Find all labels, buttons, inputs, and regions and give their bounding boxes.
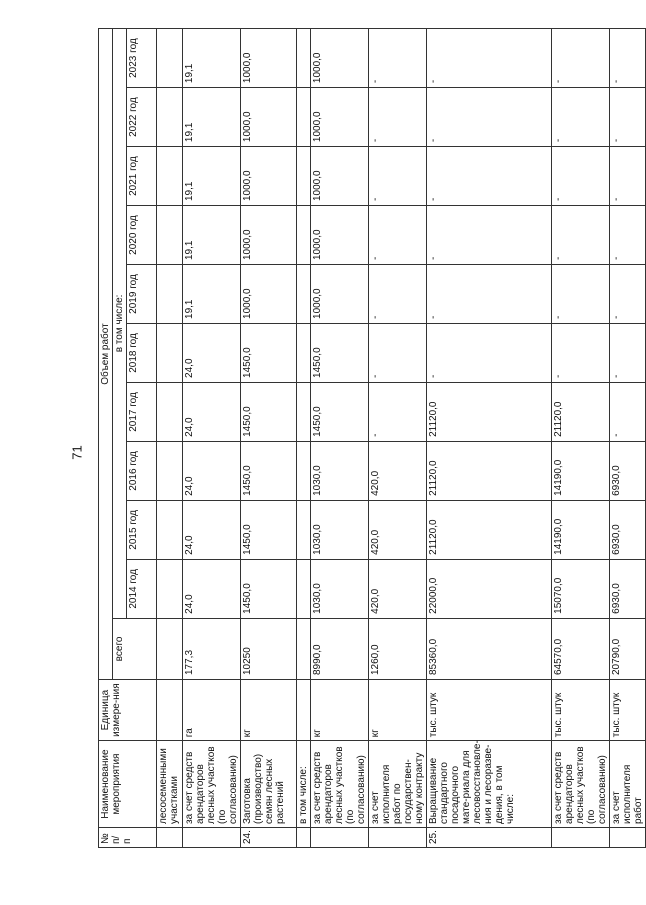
year-value-cell: 21120,0 (427, 441, 552, 500)
header-no: № п/п (99, 827, 157, 847)
row-number (183, 827, 241, 847)
header-year: 2015 год (127, 500, 157, 559)
year-value-cell (157, 147, 183, 206)
header-unit: Единица измере-ния (99, 680, 157, 741)
year-value-cell: - (369, 323, 427, 382)
year-value-cell: 1030,0 (311, 500, 369, 559)
row-number: 25. (427, 827, 552, 847)
year-value-cell (157, 500, 183, 559)
year-value-cell (297, 88, 311, 147)
year-value-cell: 1030,0 (311, 559, 369, 618)
year-value-cell: 22000,0 (427, 559, 552, 618)
activity-name: за счет исполнителя работ (610, 741, 646, 828)
page-number: 71 (69, 445, 85, 460)
year-value-cell (297, 559, 311, 618)
year-value-cell: 24,0 (183, 323, 241, 382)
total-cell (297, 618, 311, 679)
year-value-cell (297, 382, 311, 441)
year-value-cell: 1000,0 (241, 206, 297, 265)
table-row (552, 29, 610, 848)
header-incl: в том числе: (113, 29, 127, 619)
year-value-cell: - (552, 206, 610, 265)
row-number: 24. (241, 827, 297, 847)
year-value-cell: 1000,0 (241, 29, 297, 88)
total-cell: 10250 (241, 618, 297, 679)
header-year: 2021 год (127, 147, 157, 206)
row-number (552, 827, 610, 847)
row-number (369, 827, 427, 847)
unit-cell: тыс. штук (610, 680, 646, 741)
year-value-cell: - (610, 265, 646, 324)
unit-cell: кг (369, 680, 427, 741)
header-year: 2022 год (127, 88, 157, 147)
unit-cell (157, 680, 183, 741)
table-row (311, 29, 369, 848)
activity-name: за счет средств арендаторов лесных участков (по согласованию) (311, 741, 369, 828)
year-value-cell (297, 323, 311, 382)
year-value-cell (157, 29, 183, 88)
year-value-cell: 1000,0 (311, 88, 369, 147)
header-year: 2014 год (127, 559, 157, 618)
table-row (297, 29, 311, 848)
year-value-cell: - (610, 382, 646, 441)
header-total: всего (113, 618, 157, 679)
table-row (427, 29, 552, 848)
year-value-cell: - (610, 147, 646, 206)
year-value-cell: 1000,0 (241, 147, 297, 206)
year-value-cell: 420,0 (369, 441, 427, 500)
unit-cell: тыс. штук (427, 680, 552, 741)
activity-name: в том числе: (297, 741, 311, 828)
year-value-cell: 6930,0 (610, 500, 646, 559)
year-value-cell (157, 265, 183, 324)
year-value-cell (157, 441, 183, 500)
year-value-cell: 1000,0 (311, 29, 369, 88)
year-value-cell: - (369, 382, 427, 441)
year-value-cell: 14190,0 (552, 500, 610, 559)
unit-cell: га (183, 680, 241, 741)
year-value-cell: 6930,0 (610, 559, 646, 618)
year-value-cell: - (369, 88, 427, 147)
year-value-cell (157, 382, 183, 441)
year-value-cell: 1450,0 (241, 500, 297, 559)
table-row (369, 29, 427, 848)
table-row (157, 29, 183, 848)
unit-cell (297, 680, 311, 741)
year-value-cell: 14190,0 (552, 441, 610, 500)
year-value-cell: 24,0 (183, 382, 241, 441)
year-value-cell: 24,0 (183, 559, 241, 618)
year-value-cell: - (369, 206, 427, 265)
year-value-cell: 1000,0 (311, 147, 369, 206)
year-value-cell: 15070,0 (552, 559, 610, 618)
row-number (297, 827, 311, 847)
table-row (183, 29, 241, 848)
header-year: 2023 год (127, 29, 157, 88)
year-value-cell: 1450,0 (241, 382, 297, 441)
year-value-cell: 1000,0 (311, 265, 369, 324)
year-value-cell: 19,1 (183, 88, 241, 147)
year-value-cell: 420,0 (369, 559, 427, 618)
year-value-cell: 1450,0 (311, 323, 369, 382)
year-value-cell (297, 441, 311, 500)
year-value-cell: - (552, 323, 610, 382)
rotated-table-wrapper (98, 28, 644, 848)
year-value-cell: - (427, 88, 552, 147)
work-volume-table (98, 28, 646, 848)
year-value-cell: - (552, 147, 610, 206)
total-cell: 8990,0 (311, 618, 369, 679)
year-value-cell: 1450,0 (311, 382, 369, 441)
year-value-cell: 21120,0 (427, 500, 552, 559)
year-value-cell: 1030,0 (311, 441, 369, 500)
year-value-cell: - (552, 29, 610, 88)
header-year: 2017 год (127, 382, 157, 441)
header-volume: Объем работ (99, 29, 113, 680)
year-value-cell: - (427, 265, 552, 324)
activity-name: лесосеменными участками (157, 741, 183, 828)
year-value-cell: - (552, 265, 610, 324)
unit-cell: кг (311, 680, 369, 741)
table-row (610, 29, 646, 848)
year-value-cell (297, 265, 311, 324)
year-value-cell: - (552, 88, 610, 147)
year-value-cell (297, 500, 311, 559)
year-value-cell: 6930,0 (610, 441, 646, 500)
year-value-cell (157, 206, 183, 265)
table-row (241, 29, 297, 848)
year-value-cell: - (427, 29, 552, 88)
year-value-cell (297, 206, 311, 265)
activity-name: за счет средств арендаторов лесных участков (по согласованию) (183, 741, 241, 828)
year-value-cell: 24,0 (183, 500, 241, 559)
year-value-cell: - (610, 88, 646, 147)
total-cell: 85360,0 (427, 618, 552, 679)
year-value-cell: 1450,0 (241, 559, 297, 618)
row-number (610, 827, 646, 847)
year-value-cell: - (427, 323, 552, 382)
activity-name: за счет средств арендаторов лесных участков (по согласованию) (552, 741, 610, 828)
year-value-cell (157, 323, 183, 382)
year-value-cell: - (369, 147, 427, 206)
year-value-cell: - (369, 265, 427, 324)
unit-cell: тыс. штук (552, 680, 610, 741)
year-value-cell: - (610, 206, 646, 265)
activity-name: за счет исполнителя работ по государствен-ному контракту (369, 741, 427, 828)
year-value-cell (157, 559, 183, 618)
year-value-cell (297, 147, 311, 206)
year-value-cell: 1000,0 (241, 88, 297, 147)
activity-name: Заготовка (производство) семян лесных растений (241, 741, 297, 828)
row-number (157, 827, 183, 847)
year-value-cell: 1450,0 (241, 323, 297, 382)
activity-name: Выращивание стандартного посадочного мате-риала для лесовосстановле-ния и лесоразве-дения, в том числе: (427, 741, 552, 828)
year-value-cell: - (610, 29, 646, 88)
total-cell: 177,3 (183, 618, 241, 679)
year-value-cell: 1450,0 (241, 441, 297, 500)
year-value-cell: 19,1 (183, 147, 241, 206)
header-name: Наименование мероприятия (99, 741, 157, 828)
year-value-cell: 19,1 (183, 206, 241, 265)
year-value-cell: 19,1 (183, 265, 241, 324)
total-cell: 64570,0 (552, 618, 610, 679)
header-year: 2018 год (127, 323, 157, 382)
unit-cell: кг (241, 680, 297, 741)
header-year: 2020 год (127, 206, 157, 265)
year-value-cell: 1000,0 (311, 206, 369, 265)
year-value-cell: 19,1 (183, 29, 241, 88)
total-cell: 1260,0 (369, 618, 427, 679)
total-cell: 20790,0 (610, 618, 646, 679)
year-value-cell: - (427, 147, 552, 206)
year-value-cell: 420,0 (369, 500, 427, 559)
row-number (311, 827, 369, 847)
total-cell (157, 618, 183, 679)
year-value-cell: - (369, 29, 427, 88)
year-value-cell (297, 29, 311, 88)
header-year: 2019 год (127, 265, 157, 324)
year-value-cell (157, 88, 183, 147)
year-value-cell: - (610, 323, 646, 382)
year-value-cell: 24,0 (183, 441, 241, 500)
year-value-cell: 21120,0 (552, 382, 610, 441)
year-value-cell: 21120,0 (427, 382, 552, 441)
year-value-cell: - (427, 206, 552, 265)
year-value-cell: 1000,0 (241, 265, 297, 324)
header-year: 2016 год (127, 441, 157, 500)
